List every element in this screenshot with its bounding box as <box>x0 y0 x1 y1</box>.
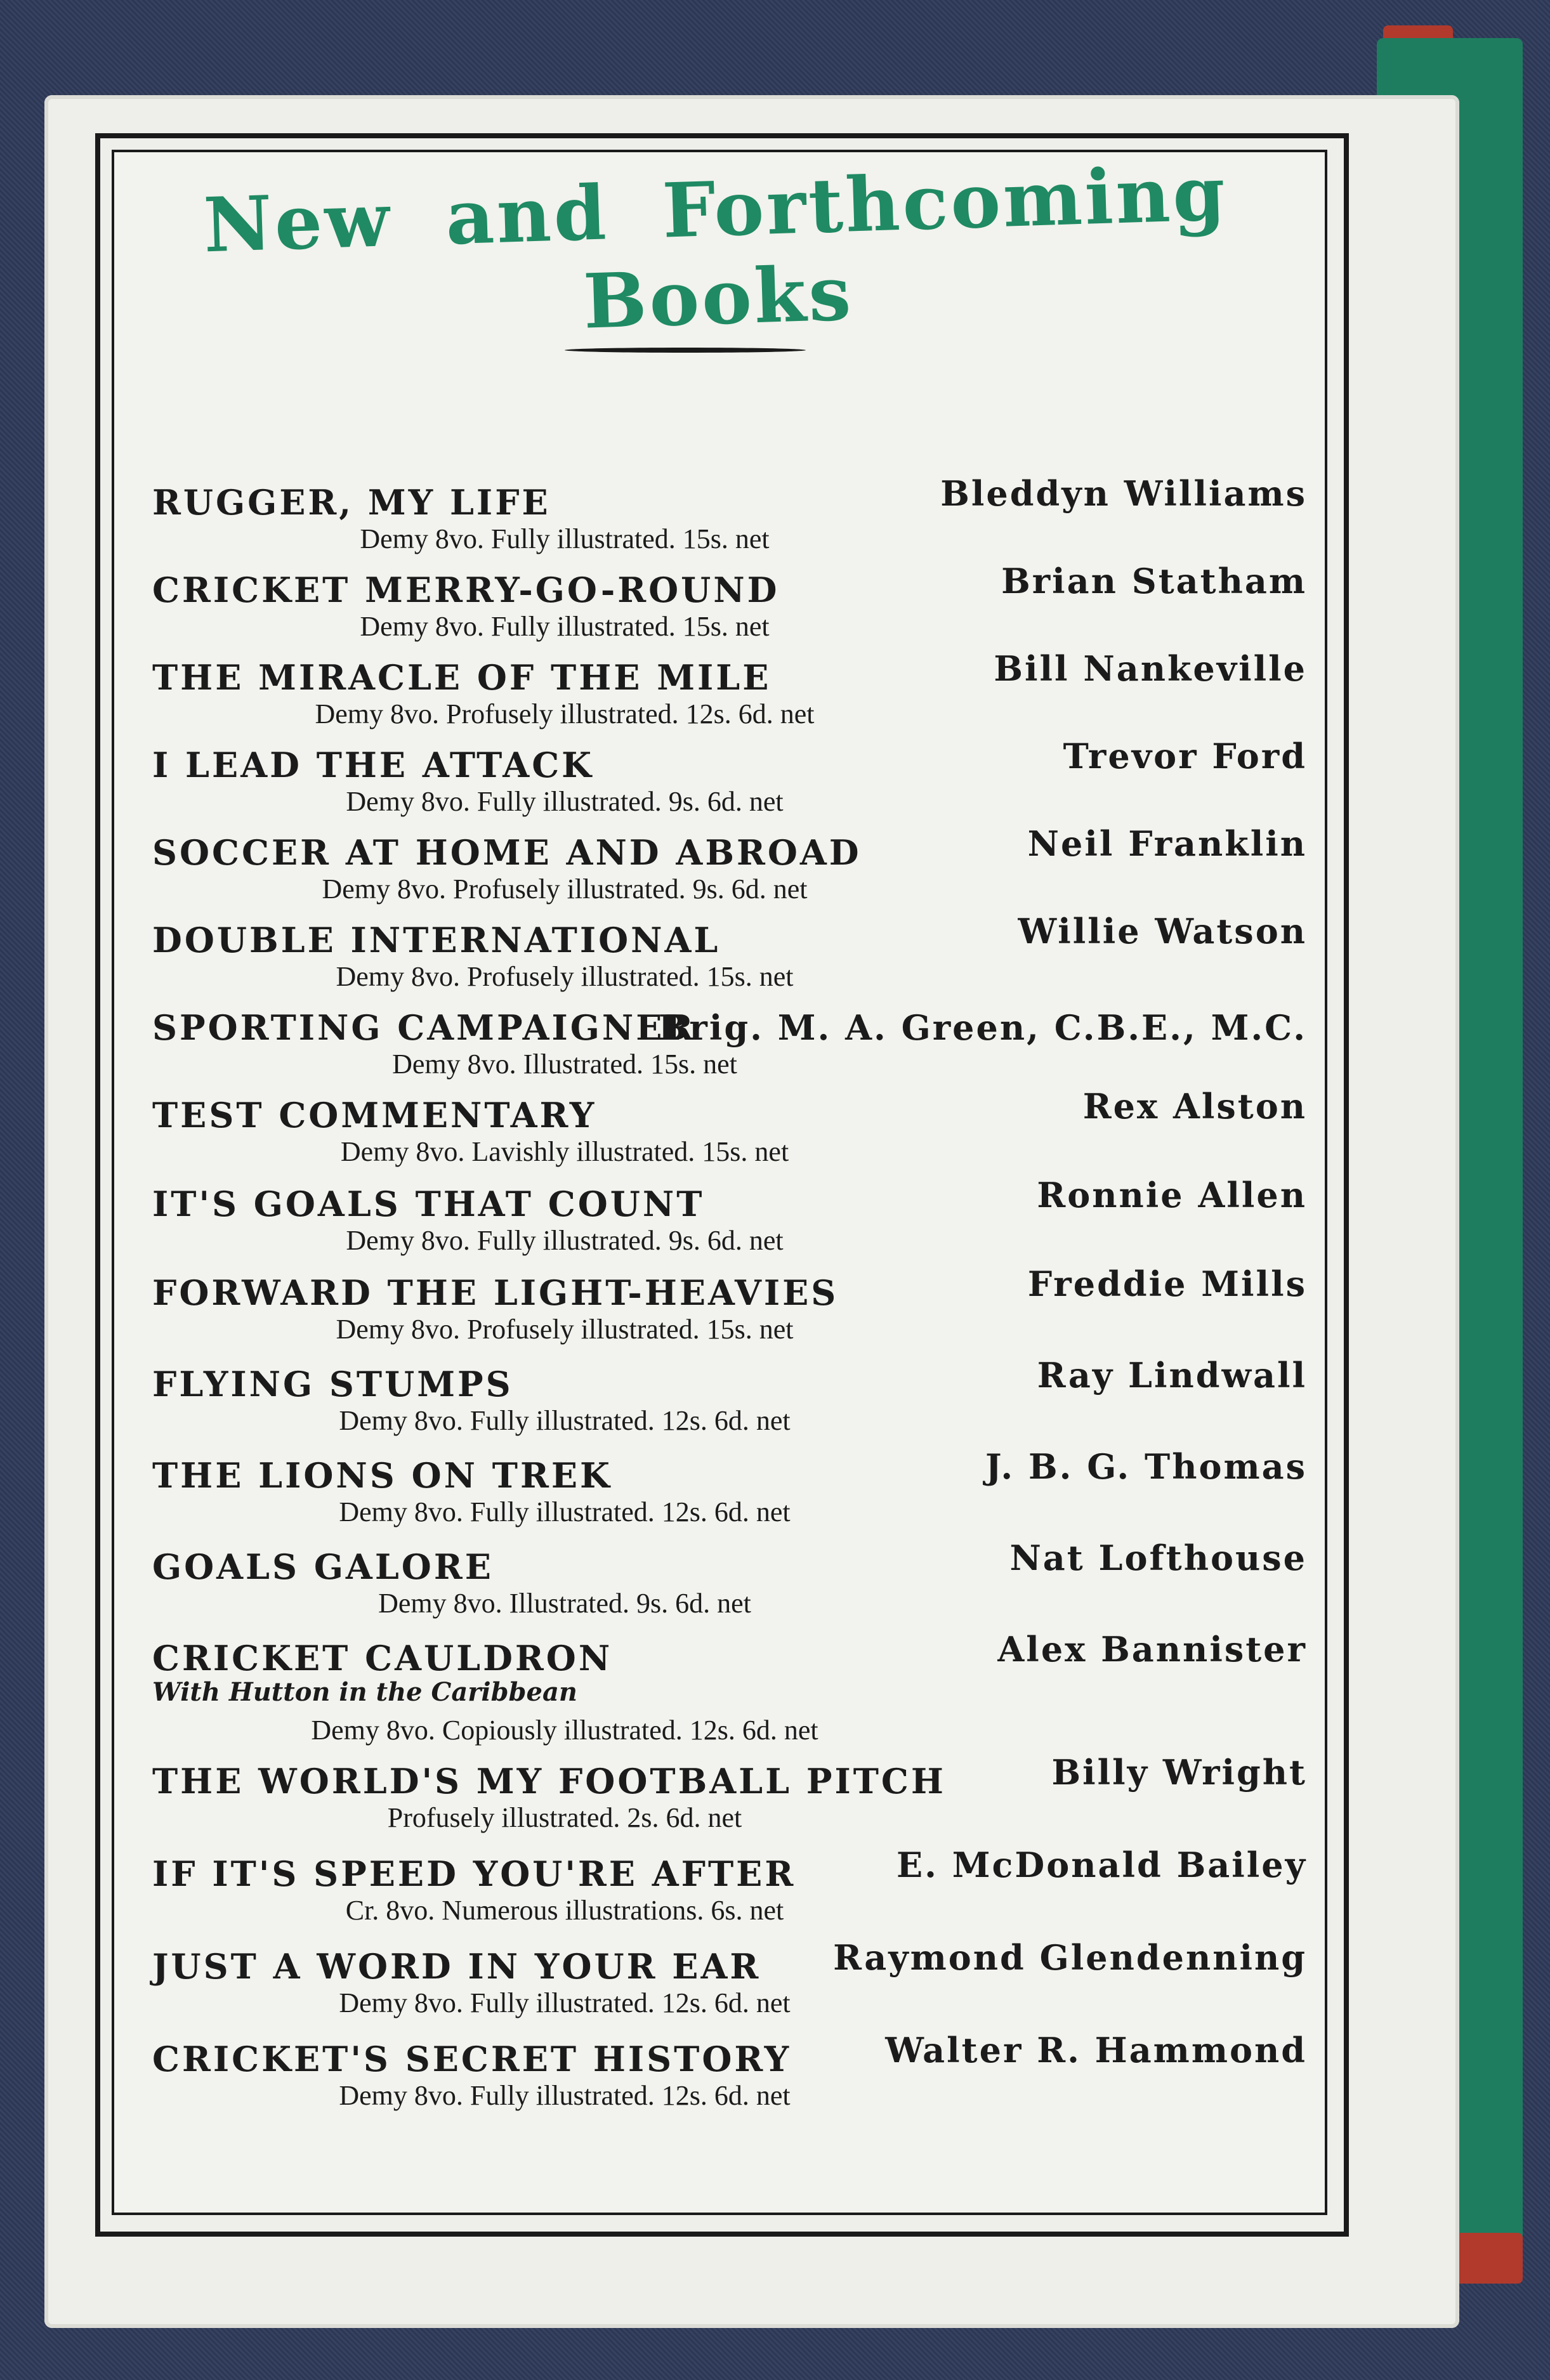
book-author: Walter R. Hammond <box>885 2030 1307 2070</box>
book-details: Demy 8vo. Fully illustrated. 15s. net <box>360 523 770 554</box>
book-title: GOALS GALORE <box>152 1546 494 1587</box>
book-author: Ray Lindwall <box>1037 1355 1307 1396</box>
book-subtitle: With Hutton in the Caribbean <box>152 1677 577 1707</box>
book-author: Billy Wright <box>1051 1752 1307 1793</box>
book-author: Brian Statham <box>1001 561 1307 601</box>
book-author: Nat Lofthouse <box>1009 1538 1307 1578</box>
page-heading: New and Forthcoming Books <box>202 148 1229 346</box>
book-details: Demy 8vo. Fully illustrated. 12s. 6d. net <box>339 1496 791 1527</box>
book-details: Demy 8vo. Fully illustrated. 12s. 6d. net <box>339 1987 791 2018</box>
book-author: Bleddyn Williams <box>940 473 1307 514</box>
book-author: Alex Bannister <box>997 1629 1307 1670</box>
book-author: Trevor Ford <box>1063 736 1307 776</box>
book-author: J. B. G. Thomas <box>985 1446 1307 1487</box>
book-author: Willie Watson <box>1018 911 1307 951</box>
book-author: E. McDonald Bailey <box>897 1845 1307 1885</box>
book-details: Demy 8vo. Illustrated. 15s. net <box>392 1049 737 1080</box>
book-title: IF IT'S SPEED YOU'RE AFTER <box>152 1854 796 1894</box>
book-author: Raymond Glendenning <box>833 1937 1307 1978</box>
book-details: Demy 8vo. Fully illustrated. 12s. 6d. net <box>339 1405 791 1436</box>
book-details: Profusely illustrated. 2s. 6d. net <box>387 1802 742 1833</box>
book-author: Neil Franklin <box>1027 823 1307 864</box>
book-title: I LEAD THE ATTACK <box>152 745 594 785</box>
book-title: CRICKET CAULDRON <box>152 1638 613 1678</box>
book-title: CRICKET MERRY-GO-ROUND <box>152 570 780 610</box>
book-details: Demy 8vo. Profusely illustrated. 9s. 6d. net <box>322 873 808 905</box>
book-title: IT'S GOALS THAT COUNT <box>152 1184 705 1224</box>
book-title: JUST A WORD IN YOUR EAR <box>152 1946 761 1987</box>
book-details: Demy 8vo. Profusely illustrated. 15s. net <box>336 961 794 992</box>
book-title: DOUBLE INTERNATIONAL <box>152 920 721 960</box>
book-title: CRICKET'S SECRET HISTORY <box>152 2039 792 2079</box>
book-details: Demy 8vo. Fully illustrated. 15s. net <box>360 611 770 642</box>
book-details: Demy 8vo. Fully illustrated. 12s. 6d. net <box>339 2080 791 2111</box>
book-title: TEST COMMENTARY <box>152 1095 597 1135</box>
book-title: SPORTING CAMPAIGNER <box>152 1007 696 1048</box>
book-title: RUGGER, MY LIFE <box>152 482 551 523</box>
book-details: Demy 8vo. Fully illustrated. 9s. 6d. net <box>346 786 784 817</box>
book-title: THE LIONS ON TREK <box>152 1455 612 1496</box>
book-title: THE WORLD'S MY FOOTBALL PITCH <box>152 1761 946 1801</box>
book-title: SOCCER AT HOME AND ABROAD <box>152 832 862 873</box>
book-author: Freddie Mills <box>1027 1264 1307 1304</box>
book-details: Demy 8vo. Copiously illustrated. 12s. 6d. net <box>311 1715 818 1746</box>
book-details: Cr. 8vo. Numerous illustrations. 6s. net <box>345 1895 784 1926</box>
book-details: Demy 8vo. Illustrated. 9s. 6d. net <box>378 1588 751 1619</box>
book-details: Demy 8vo. Lavishly illustrated. 15s. net <box>340 1136 789 1167</box>
book-title: FLYING STUMPS <box>152 1364 513 1404</box>
book-details: Demy 8vo. Fully illustrated. 9s. 6d. net <box>346 1225 784 1256</box>
book-author: Ronnie Allen <box>1037 1175 1307 1215</box>
book-details: Demy 8vo. Profusely illustrated. 15s. net <box>336 1314 794 1345</box>
book-author: Bill Nankeville <box>994 648 1307 689</box>
book-author: Brig. M. A. Green, C.B.E., M.C. <box>658 1007 1307 1048</box>
book-title: THE MIRACLE OF THE MILE <box>152 657 772 698</box>
book-title: FORWARD THE LIGHT-HEAVIES <box>152 1272 839 1313</box>
book-details: Demy 8vo. Profusely illustrated. 12s. 6d. net <box>315 698 815 729</box>
book-author: Rex Alston <box>1082 1086 1307 1127</box>
